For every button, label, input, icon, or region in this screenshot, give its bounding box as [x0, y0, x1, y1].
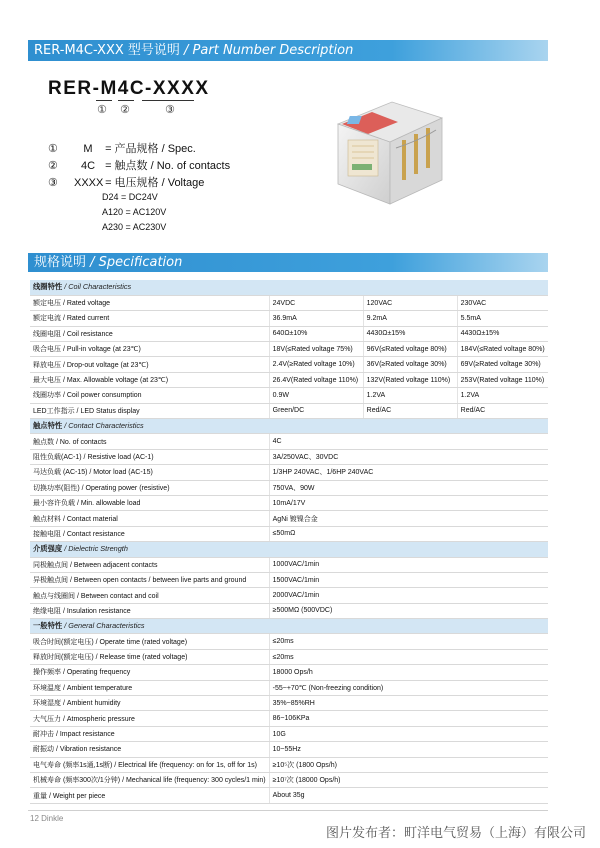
- model-code: RER-M4C-XXXX: [48, 78, 210, 99]
- table-row: 阻性负载(AC-1) / Resistive load (AC-1) 3A/250VAC、30VDC: [30, 449, 548, 464]
- table-row: 接触电阻 / Contact resistance ≤50mΩ: [30, 526, 548, 541]
- part-number-banner: [28, 40, 548, 61]
- relay-product-image: [332, 88, 458, 214]
- section-header-general: 一般特性 / General Characteristics: [30, 619, 548, 634]
- table-row: 环境湿度 / Ambient humidity 35%~85%RH: [30, 696, 548, 711]
- section-header-coil: 线圈特性 / Coil Characteristics: [30, 280, 548, 295]
- callout-1: ①: [97, 103, 107, 116]
- table-row: 重量 / Weight per piece About 35g: [30, 788, 548, 803]
- specification-table: [30, 280, 548, 804]
- table-row: 异极触点间 / Between open contacts / between live parts and ground 1500VAC/1min: [30, 572, 548, 587]
- part-item-spec: ① M = 产品规格 / Spec.: [48, 143, 196, 155]
- callout-2: ②: [120, 103, 130, 116]
- table-row: 释放电压 / Drop-out voltage (at 23℃) 2.4V(≥Rated voltage 10%) 36V(≥Rated voltage 30%) 69V(≥Rated voltage 30%): [30, 357, 548, 372]
- table-row: 绝缘电阻 / Insulation resistance ≥500MΩ (500VDC): [30, 603, 548, 618]
- part-item-contacts: ② 4C = 触点数 / No. of contacts: [48, 160, 231, 172]
- banner-title-en: / Part Number Description: [184, 43, 354, 58]
- table-row: 线圈电阻 / Coil resistance 640Ω±10% 4430Ω±15% 4430Ω±15%: [30, 326, 548, 341]
- table-row: 触点材料 / Contact material AgNi 镀镍合金: [30, 511, 548, 526]
- table-row: 切换功率(阻性) / Operating power (resistive) 750VA、90W: [30, 480, 548, 495]
- table-row: 操作频率 / Operating frequency 18000 Ops/h: [30, 665, 548, 680]
- table-row: 吸合电压 / Pull-in voltage (at 23℃) 18V(≤Rated voltage 75%) 96V(≤Rated voltage 80%) 184V(≤Rated voltage 80%): [30, 342, 548, 357]
- table-row: 触点与线圈间 / Between contact and coil 2000VAC/1min: [30, 588, 548, 603]
- table-row: 大气压力 / Atmospheric pressure 86~106KPa: [30, 711, 548, 726]
- banner-title-cn: RER-M4C-XXX 型号说明: [34, 43, 180, 58]
- table-row: 线圈功率 / Coil power consumption 0.9W 1.2VA 1.2VA: [30, 388, 548, 403]
- table-row: 环境温度 / Ambient temperature -55~+70℃ (Non-freezing condition): [30, 680, 548, 695]
- table-row: 耐冲击 / Impact resistance 10G: [30, 726, 548, 741]
- section-header-contact: 触点特性 / Contact Characteristics: [30, 419, 548, 434]
- voltage-code-a230: A230 = AC230V: [102, 222, 167, 232]
- table-row: 耐振动 / Vibration resistance 10~55Hz: [30, 742, 548, 757]
- table-row: 电气寿命 (频率1s通,1s断) / Electrical life (frequency: on for 1s, off for 1s) ≥10⁵次 (1800 Ops/h): [30, 757, 548, 772]
- table-row: 同极触点间 / Between adjacent contacts 1000VAC/1min: [30, 557, 548, 572]
- footer-divider: [28, 810, 548, 811]
- table-row: LED工作指示 / LED Status display Green/DC Red/AC Red/AC: [30, 403, 548, 418]
- table-row: 最小容许负载 / Min. allowable load 10mA/17V: [30, 495, 548, 510]
- table-row: 触点数 / No. of contacts 4C: [30, 434, 548, 449]
- specification-banner: [28, 253, 548, 272]
- publisher-caption: 图片发布者：町洋电气贸易（上海）有限公司: [325, 826, 586, 841]
- part-item-voltage: ③ XXXX = 电压规格 / Voltage: [48, 177, 205, 189]
- table-row: 最大电压 / Max. Allowable voltage (at 23℃) 26.4V(Rated voltage 110%) 132V(Rated voltage 110%) 253V(Rated voltage 110%): [30, 372, 548, 387]
- table-row: 释放时间(额定电压) / Release time (rated voltage) ≤20ms: [30, 649, 548, 664]
- banner-title-cn: 规格说明: [34, 255, 87, 270]
- section-header-dielectric: 介质强度 / Dielectric Strength: [30, 542, 548, 557]
- voltage-code-a120: A120 = AC120V: [102, 207, 167, 217]
- table-row: 吸合时间(额定电压) / Operate time (rated voltage) ≤20ms: [30, 634, 548, 649]
- voltage-code-d24: D24 = DC24V: [102, 192, 158, 202]
- table-row: 马达负载 (AC-15) / Motor load (AC-15) 1/3HP 240VAC、1/6HP 240VAC: [30, 465, 548, 480]
- table-row: 额定电压 / Rated voltage 24VDC 120VAC 230VAC: [30, 295, 548, 310]
- callout-3: ③: [165, 103, 175, 116]
- table-row: 额定电流 / Rated current 36.9mA 9.2mA 5.5mA: [30, 311, 548, 326]
- page-number: 12 Dinkle: [30, 814, 64, 823]
- banner-title-en: / Specification: [90, 255, 183, 270]
- table-row: 机械寿命 (频率300次/1分钟) / Mechanical life (frequency: 300 cycles/1 min) ≥10⁷次 (18000 Ops/h): [30, 773, 548, 788]
